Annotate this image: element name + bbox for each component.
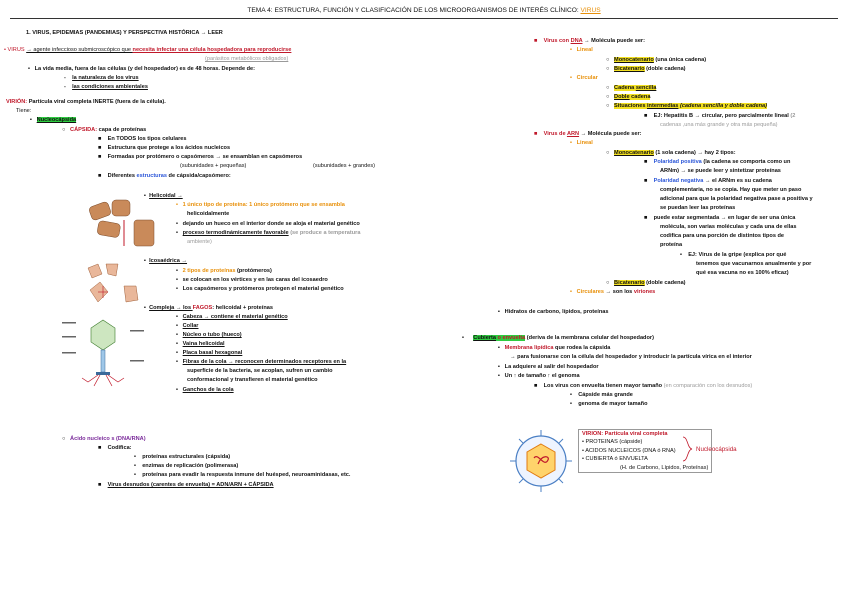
capsida-point-2: ■ Estructura que protege a los ácidos nucleicos	[98, 145, 231, 151]
compleja-label: ▪ Compleja → los FAGOS: helicoidal + proteínas	[144, 305, 273, 311]
compleja-point-3: • Núcleo o tubo (hueco)	[176, 332, 242, 338]
hepb-example: ■ EJ: Hepatitis B → circular, pero parcialmente lineal (2	[644, 113, 796, 119]
adn-mono: ○ Monocatenario (una única cadena)	[606, 57, 707, 63]
hepb-note: cadenas ,una más grande y otra más pequeña)	[660, 122, 778, 128]
arn-neg: ■ Polaridad negativa → el ARNm es su cadena	[644, 178, 772, 184]
helicoidal-point-3c: ambiente)	[187, 239, 212, 245]
compleja-point-4: • Vaina helicoidal	[176, 341, 225, 347]
capsida-item: ○ CÁPSIDA: capa de proteínas	[62, 127, 147, 133]
codifica-point-1: • proteínas estructurales (cápsida)	[134, 454, 231, 460]
adn-circular: • Circular	[570, 75, 598, 81]
membrana-item: ▪ Membrana lipídica que rodea la cápsida	[498, 345, 611, 351]
icosaedrica-label: ▪ Icosaédrica →	[144, 258, 188, 264]
arn-circulares: • Circulares → son los viriones	[570, 289, 656, 295]
nucleocapsida-label: Nucleocápsida	[696, 446, 737, 453]
adn-circ-a: ○ Cadena sencilla	[606, 85, 657, 91]
adn-bica: ○ Bicatenario (doble cadena)	[606, 66, 686, 72]
legend-line-4: (H. de Carbono, Lípidos, Proteínas)	[620, 464, 709, 471]
life-text: • La vida media, fuera de las células (y del hospedador) es de 48 horas. Depende de:	[28, 66, 256, 72]
capsida-point-1: ■ En TODOS los tipos celulares	[98, 136, 187, 142]
helicoidal-point-1: • 1 único tipo de proteína: 1 único protómero que se ensambla	[176, 202, 345, 208]
codifica-point-3: • proteínas para evadir la respuesta inmune del huésped, neuroaminidasas, etc.	[134, 472, 351, 478]
icosahedral-capsid-image	[80, 260, 150, 312]
arn-seg-d: proteína	[660, 242, 683, 248]
helicoidal-point-2: • dejando un hueco en el interior donde se aloja el material genético	[176, 221, 360, 227]
arn-item: ■ Virus de ARN → Molécula puede ser:	[534, 131, 642, 137]
icosaedrica-point-3: • Los capsómeros y protómeros protegen el material genético	[176, 286, 344, 292]
legend-line-2: • ACIDOS NUCLEICOS (DNA ó RNA)	[582, 447, 676, 454]
compleja-point-5: • Placa basal hexagonal	[176, 350, 243, 356]
acido-item: ○ Ácido nucleico s (DNA/RNA)	[62, 436, 146, 442]
adquiere-item: ▪ La adquiere al salir del hospedador	[498, 364, 599, 370]
compleja-point-6: • Fibras de la cola → reconocen determinados receptores en la	[176, 359, 347, 365]
virus-definition: • VIRUS → agente infeccioso submicroscópico que necesita infectar una célula hospedadora para reproducirse	[4, 47, 292, 53]
codifica-point-2: • enzimas de replicación (polimerasa)	[134, 463, 239, 469]
virion-diagram	[508, 428, 574, 494]
arn-seg-b: molécula, son varias moléculas y cada una de ellas	[660, 224, 797, 230]
capsida-point-4: ■ Diferentes estructuras de cápsida/capsómero:	[98, 173, 231, 179]
compleja-point-2: • Collar	[176, 323, 199, 329]
tamano-point-2: • genoma de mayor tamaño	[570, 401, 648, 407]
helicoidal-label: ▪ Helicoidal →	[144, 193, 183, 199]
title-virus-link[interactable]: VIRUS	[580, 7, 601, 14]
tamano-point-1: • Cápside más grande	[570, 392, 633, 398]
virion-definition: VIRIÓN: Partícula viral completa INERTE (fuera de la célula).	[6, 99, 166, 105]
arn-pos-b: ARNm) → se puede leer y sintetizar proteínas	[660, 168, 781, 174]
helicoidal-point-1b: helicoidalmente	[187, 211, 230, 217]
legend-title: VIRION: Partícula viral completa	[582, 431, 668, 437]
arn-neg-d: se puedan leer las proteínas	[660, 205, 736, 211]
page-title: TEMA 4: ESTRUCTURA, FUNCIÓN Y CLASIFICACIÓN DE LOS MICROORGANISMOS DE INTERÉS CLÍNICO: VIRUS	[247, 7, 601, 14]
arn-neg-b: complementaria, no se copia. Hay que meter un paso	[660, 187, 802, 193]
adn-item: ■ Virus con DNA → Molécula puede ser:	[534, 38, 645, 44]
capsida-point-3-note-b: (subunidades + grandes)	[313, 163, 376, 169]
phage-image	[60, 316, 146, 388]
compleja-point-6c: conformacional y transfieren el material genético	[187, 377, 318, 383]
nucleocapsida-item: ▪ Nucleocápsida	[30, 117, 77, 123]
arn-seg-c: codifica para una porción de distintos tipos de	[660, 233, 785, 239]
helicoidal-point-3: • proceso termodinámicamente favorable (se produce a temperatura	[176, 230, 361, 236]
tiene-label: Tiene:	[16, 108, 32, 114]
adn-circ-c: ○ Situaciones intermedias (cadena sencilla y doble cadena)	[606, 103, 768, 109]
legend-line-1: • PROTEINAS (cápside)	[582, 439, 643, 446]
tamano-detail: ■ Los virus con envuelta tienen mayor tamaño (en comparación con los desnudos)	[534, 383, 753, 389]
tamano-item: ▪ Un ↑ de tamaño ↑ el genoma	[498, 373, 580, 379]
adn-circ-b: ○ Doble cadena	[606, 94, 651, 100]
flu-example-c: qué esa vacuna no es 100% eficaz)	[696, 270, 789, 276]
membrana-detail: → para fusionarse con la célula del hospedador y introducir la partícula vírica en el interior	[510, 354, 752, 360]
desnudos-item: ■ Virus desnudos (carentes de envuelta) = ADN/ARN + CÁPSIDA	[98, 482, 274, 488]
icosaedrica-point-1: • 2 tipos de proteínas (protómeros)	[176, 268, 272, 274]
capsida-point-3-note-a: (subunidades + pequeñas)	[180, 163, 247, 169]
life-item-2: - las condiciones ambientales	[64, 84, 148, 90]
icosaedrica-point-2: • se colocan en los vértices y en las caras del icosaedro	[176, 277, 328, 283]
life-item-1: - la naturaleza de los virus	[64, 75, 139, 81]
arn-seg: ■ puede estar segmentada → en lugar de ser una única	[644, 215, 796, 221]
compleja-point-6b: superficie de la bacteria, se acoplan, sufren un cambio	[187, 368, 333, 374]
arn-bica: ○ Bicatenario (doble cadena)	[606, 280, 686, 286]
capsida-point-3: ■ Formadas por protómero o capsómeros → se ensamblan en capsómeros	[98, 154, 303, 160]
cubierta-item: • Cubierta o envuelta (deriva de la membrana celular del hospedador)	[462, 335, 654, 341]
flu-example: • EJ: Virus de la gripe (explica por qué	[680, 252, 787, 258]
helical-capsid-image	[88, 198, 158, 250]
nucleocapsida-brace	[682, 436, 694, 462]
title-rule	[10, 18, 838, 19]
section-heading: 1. VIRUS, EPIDEMIAS (PANDEMIAS) Y PERSPECTIVA HISTÓRICA → LEER	[26, 30, 223, 36]
compleja-point-1: • Cabeza → contiene el material genético	[176, 314, 288, 320]
virus-def-note: (parásitos metabólicos obligados)	[205, 56, 289, 62]
flu-example-b: tenemos que vacunarnos anualmente y por	[696, 261, 812, 267]
adn-lineal: • Lineal	[570, 47, 593, 53]
legend-line-3: • CUBIERTA ó ENVUELTA	[582, 456, 648, 463]
codifica-label: ■ Codifica:	[98, 445, 132, 451]
compleja-point-7: • Ganchos de la cola	[176, 387, 234, 393]
arn-lineal: • Lineal	[570, 140, 593, 146]
hidratos-item: ▪ Hidratos de carbono, lípidos, proteínas	[498, 309, 609, 315]
arn-neg-c: adicional para que la polaridad negativa pase a positiva y	[660, 196, 813, 202]
arn-pos: ■ Polaridad positiva (la cadena se comporta como un	[644, 159, 791, 165]
arn-mono: ○ Monocatenario (1 sola cadena) → hay 2 tipos:	[606, 150, 736, 156]
